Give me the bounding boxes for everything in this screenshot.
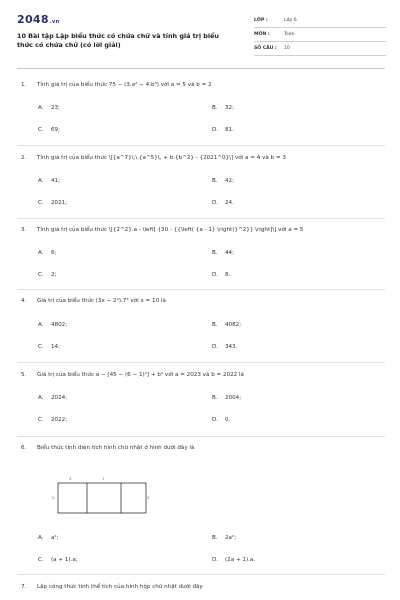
- question-divider: [17, 362, 385, 363]
- question-7: [21, 584, 203, 590]
- figure-label-right: a: [147, 495, 150, 500]
- option-b[interactable]: [212, 178, 234, 184]
- meta-row-subject: [254, 28, 386, 42]
- option-letter: D.: [212, 557, 219, 563]
- option-b[interactable]: [212, 322, 241, 328]
- option-a[interactable]: [38, 250, 56, 256]
- question-divider: [17, 218, 385, 219]
- question-4: [21, 298, 166, 304]
- meta-value: Lớp 6: [284, 18, 297, 23]
- option-text: 32;: [225, 105, 235, 111]
- meta-key: MÔN :: [254, 32, 270, 37]
- option-text: 81.: [225, 127, 234, 133]
- question-text: Tính giá trị của biểu thức 75 − (3.a² − 4.b³) với a = 5 và b = 2: [37, 82, 212, 88]
- option-text: 44;: [225, 250, 235, 256]
- figure-label-top-a: a: [69, 477, 72, 481]
- option-text: a²;: [51, 535, 59, 541]
- option-c[interactable]: [38, 127, 60, 133]
- question-number: 6.: [21, 445, 27, 451]
- option-text: 2022;: [51, 417, 68, 423]
- option-c[interactable]: [38, 344, 60, 350]
- option-text: 2a²;: [225, 535, 237, 541]
- question-text: Tính giá trị của biểu thức \[{a^7}\,\.{a^5}\, + b.{b^2} - {2021^0}\] với a = 4 và b = 3: [37, 155, 286, 161]
- option-text: 2024;: [51, 395, 68, 401]
- option-text: 41;: [51, 178, 61, 184]
- option-c[interactable]: [38, 557, 78, 563]
- question-text: Lập công thức tính thể tích của hình hộp chữ nhật dưới đây: [37, 584, 203, 590]
- option-text: 8.: [225, 272, 231, 278]
- option-text: (a + 1).a;: [51, 557, 78, 563]
- option-a[interactable]: [38, 178, 60, 184]
- question-text: Giá trị của biểu thức (3x − 2⁴).7³ với x = 10 là: [37, 298, 166, 304]
- option-text: 42;: [225, 178, 235, 184]
- option-text: 14;: [51, 344, 61, 350]
- option-d[interactable]: [212, 557, 255, 563]
- question-5: [21, 372, 244, 378]
- document-header: [0, 0, 400, 64]
- option-d[interactable]: [212, 417, 230, 423]
- question-number: 5.: [21, 372, 27, 378]
- option-b[interactable]: [212, 395, 241, 401]
- option-b[interactable]: [212, 250, 234, 256]
- option-text: 69;: [51, 127, 61, 133]
- option-text: 4802;: [51, 322, 68, 328]
- logo-suffix: .vn: [49, 19, 60, 25]
- option-text: 2;: [51, 272, 57, 278]
- figure-label-top-1: 1: [102, 477, 105, 481]
- question-3: [21, 227, 303, 233]
- option-text: 6;: [51, 250, 57, 256]
- question-divider: [17, 289, 385, 290]
- option-letter: D.: [212, 344, 219, 350]
- option-letter: B.: [212, 535, 218, 541]
- meta-row-class: [254, 14, 386, 28]
- option-letter: A.: [38, 322, 44, 328]
- question-divider: [17, 574, 385, 575]
- question-1: [21, 82, 212, 88]
- rectangle-figure: [50, 477, 150, 517]
- meta-value: Toán: [284, 32, 295, 37]
- option-text: (2a + 1).a.: [225, 557, 256, 563]
- option-d[interactable]: [212, 200, 234, 206]
- question-text: Tính giá trị của biểu thức \[{2^2}.a - \left[ {30 - {{\left( {a - 1} \right)}^2}} \right]\] với a = 5: [37, 227, 304, 233]
- option-letter: A.: [38, 178, 44, 184]
- option-a[interactable]: [38, 395, 67, 401]
- option-letter: A.: [38, 535, 44, 541]
- question-number: 4.: [21, 298, 27, 304]
- option-a[interactable]: [38, 535, 59, 541]
- option-text: 0.: [225, 417, 231, 423]
- question-divider: [17, 145, 385, 146]
- question-number: 7.: [21, 584, 27, 590]
- option-letter: B.: [212, 395, 218, 401]
- document-title: 10 Bài tập Lập biểu thức có chứa chữ và tính giá trị biểu thức có chứa chữ (có lời giải): [17, 32, 219, 49]
- figure-label-left: a: [52, 495, 55, 500]
- option-letter: D.: [212, 127, 219, 133]
- option-c[interactable]: [38, 417, 67, 423]
- outer-rectangle: [58, 483, 146, 513]
- option-letter: D.: [212, 200, 219, 206]
- option-b[interactable]: [212, 535, 236, 541]
- meta-key: LỚP :: [254, 18, 268, 23]
- option-letter: A.: [38, 105, 44, 111]
- option-text: 343.: [225, 344, 238, 350]
- option-text: 24.: [225, 200, 234, 206]
- option-text: 4082;: [225, 322, 242, 328]
- option-c[interactable]: [38, 200, 67, 206]
- option-d[interactable]: [212, 127, 234, 133]
- meta-value: 10: [284, 46, 290, 51]
- option-letter: A.: [38, 395, 44, 401]
- option-letter: C.: [38, 272, 44, 278]
- header-divider: [17, 68, 385, 69]
- option-d[interactable]: [212, 344, 237, 350]
- question-text: Biểu thức tính diện tích hình chữ nhật ở hình dưới đây là: [37, 445, 195, 451]
- option-letter: C.: [38, 417, 44, 423]
- option-text: 2021;: [51, 200, 68, 206]
- option-letter: B.: [212, 178, 218, 184]
- option-text: 23;: [51, 105, 61, 111]
- option-letter: B.: [212, 250, 218, 256]
- option-c[interactable]: [38, 272, 56, 278]
- meta-table: [254, 14, 386, 56]
- option-letter: C.: [38, 200, 44, 206]
- option-b[interactable]: [212, 105, 234, 111]
- question-6: [21, 445, 194, 451]
- option-letter: B.: [212, 105, 218, 111]
- logo-main: 2048: [17, 13, 49, 26]
- option-letter: C.: [38, 344, 44, 350]
- question-divider: [17, 436, 385, 437]
- option-letter: B.: [212, 322, 218, 328]
- meta-key: SỐ CÂU :: [254, 46, 277, 51]
- site-logo[interactable]: [17, 13, 59, 26]
- option-a[interactable]: [38, 322, 67, 328]
- option-text: 2004;: [225, 395, 242, 401]
- option-letter: A.: [38, 250, 44, 256]
- option-letter: D.: [212, 417, 219, 423]
- question-number: 3.: [21, 227, 27, 233]
- question-2: [21, 155, 286, 161]
- option-letter: D.: [212, 272, 219, 278]
- meta-row-count: [254, 42, 386, 56]
- option-letter: C.: [38, 127, 44, 133]
- question-number: 2.: [21, 155, 27, 161]
- question-number: 1.: [21, 82, 27, 88]
- option-d[interactable]: [212, 272, 230, 278]
- option-letter: C.: [38, 557, 44, 563]
- question-text: Giá trị của biểu thức a − [45 − (6 − 1)²] + b⁰ với a = 2023 và b = 2022 là: [37, 372, 244, 378]
- option-a[interactable]: [38, 105, 60, 111]
